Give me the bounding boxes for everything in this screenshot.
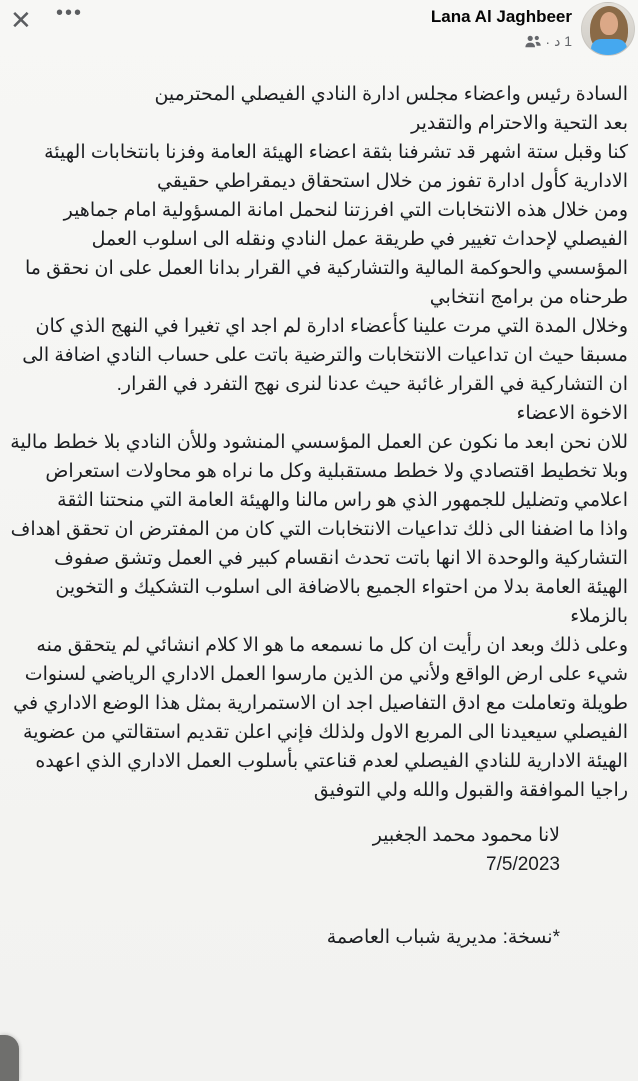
letter-paragraphs	[10, 80, 628, 805]
avatar-shirt	[591, 39, 627, 56]
author-block	[431, 7, 572, 50]
letter-body	[0, 64, 638, 952]
author-name[interactable]: Lana Al Jaghbeer	[430, 7, 572, 26]
post-header	[0, 0, 638, 64]
meta-separator: ·	[545, 33, 551, 50]
signature-date: 7/5/2023	[486, 854, 560, 875]
letter-paragraph: كنا وقبل ستة اشهر قد تشرفنا بثقة اعضاء الهيئة العامة وفزنا بانتخابات الهيئة الادارية كأول ادارة تفوز من خلال استحقاق ديمقراطي حقيقي	[44, 142, 628, 192]
letter-paragraph: ومن خلال هذه الانتخابات التي افرزتنا لنحمل امانة المسؤولية امام جماهير الفيصلي لإحداث تغيير في طريقة عمل النادي ونقله الى اسلوب العمل المؤسسي والحوكمة المالية والتشاركية في القرار بدانا العمل على ان نحقق ما طرحناه من برامج انتخابي	[24, 200, 628, 308]
close-button[interactable]: ✕	[10, 5, 32, 35]
signature-name: لانا محمود محمد الجغبير	[372, 825, 560, 846]
letter-paragraph: للان نحن ابعد ما نكون عن العمل المؤسسي المنشود وللأن النادي بلا خطط مالية وبلا تخطيط اقتصادي ولا خطط مستقبلية وكل ما نراه هو محاولات استعراض اعلامي وتضليل للجمهور الذي هو راس مالنا والهيئة العامة التي منحتنا الثقة	[10, 432, 628, 511]
letter-paragraph: راجيا الموافقة والقبول والله ولي التوفيق	[313, 780, 628, 801]
post-timestamp: 1 د	[554, 33, 572, 49]
signature-block	[10, 821, 628, 879]
letter-paragraph: السادة رئيس واعضاء مجلس ادارة النادي الفيصلي المحترمين	[154, 84, 628, 105]
friends-privacy-icon	[525, 35, 541, 48]
letter-paragraph: بعد التحية والاحترام والتقدير	[411, 113, 628, 134]
corner-overlay-handle[interactable]	[0, 1035, 19, 1081]
letter-paragraph: الاخوة الاعضاء	[516, 403, 628, 424]
author-avatar[interactable]	[581, 2, 635, 56]
letter-paragraph: وخلال المدة التي مرت علينا كأعضاء ادارة لم اجد اي تغيرا في النهج الذي كان مسبقا حيث ان تداعيات الانتخابات والترضية باتت على حساب النادي اضافة الى ان التشاركية في القرار غائبة حيث عدنا لنرى نهج التفرد في القرار.	[22, 316, 628, 395]
avatar-face	[600, 12, 618, 35]
more-options-button[interactable]: •••	[56, 2, 84, 24]
letter-paragraph: واذا ما اضفنا الى ذلك تداعيات الانتخابات التي كان من المفترض ان تحقق اهداف التشاركية والوحدة الا انها باتت تحدث انقسام كبير في العمل وتشق صفوف الهيئة العامة بدلا من احتواء الجميع بالاضافة الى اسلوب التشكيك و التخوين بالزملاء	[10, 519, 628, 627]
post-meta	[431, 33, 572, 50]
letter-paragraph: وعلى ذلك وبعد ان رأيت ان كل ما نسمعه ما هو الا كلام انشائي لم يتحقق منه شيء على ارض الواقع ولأني من الذين مارسوا العمل الاداري الرياضي لسنوات طويلة وتعاملت مع ادق التفاصيل اجد ان الاستمرارية بمثل هذا الوضع الاداري في الفيصلي سيعيدنا الى المربع الاول ولذلك فإني اعلن تقديم استقالتي من عضوية الهيئة الادارية للنادي الفيصلي لعدم قناعتي بأسلوب العمل الاداري الذي اعهده	[13, 635, 628, 772]
copy-note: *نسخة: مديرية شباب العاصمة	[326, 927, 560, 948]
